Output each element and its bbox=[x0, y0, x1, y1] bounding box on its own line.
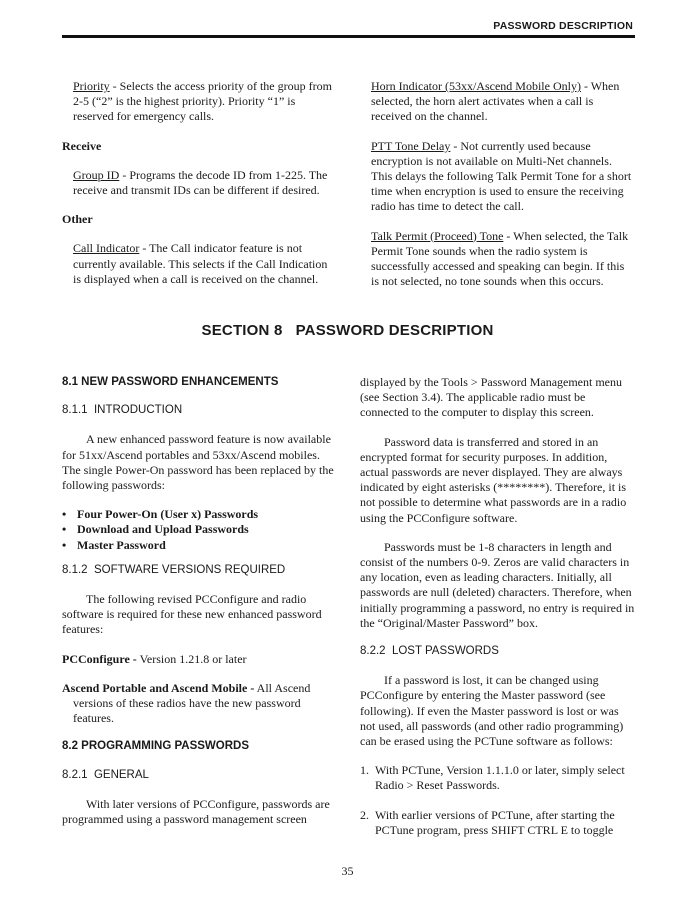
ascend-text: All Ascend versions of these radios have the new password features. bbox=[73, 680, 311, 726]
horn-term: Horn Indicator (53xx/Ascend Mobile Only) bbox=[371, 79, 581, 93]
step-item bbox=[360, 763, 635, 793]
heading-8-2-2: 8.2.2 LOST PASSWORDS bbox=[360, 645, 499, 658]
encrypted-paragraph: Password data is transferred and stored in an encrypted format for security purposes. In addition, actual passwords are never displayed. They are always indicated by eight asterisks (********). Therefore, it is not possible to determine what passwords are in a radio using the PCConfigure software. bbox=[360, 434, 627, 525]
heading-8-1-2: 8.1.2 SOFTWARE VERSIONS REQUIRED bbox=[62, 563, 286, 576]
pcconfigure-text: Version 1.21.8 or later bbox=[136, 651, 247, 666]
bullet-icon: • bbox=[62, 537, 67, 552]
talk-permit-paragraph bbox=[360, 229, 635, 290]
length-paragraph: Passwords must be 1-8 characters in length and consist of the numbers 0-9. Zeros are valid characters in any location, even as leading characters. Initially, all passwords are null (deleted) characters. Therefore, when initially programming a password, no entry is required in the “Original/Master Password” box. bbox=[360, 539, 635, 630]
priority-paragraph bbox=[62, 79, 335, 125]
priority-text: - Selects the access priority of the group from 2-5 (“2” is the highest priority). Priority “1” is reserved for emergency calls. bbox=[73, 79, 332, 124]
step-text: With PCTune, Version 1.1.1.0 or later, simply select Radio > Reset Passwords. bbox=[375, 763, 625, 793]
section-title: SECTION 8 PASSWORD DESCRIPTION bbox=[201, 322, 494, 339]
step-text: With earlier versions of PCTune, after starting the PCTune program, press SHIFT CTRL E to toggle bbox=[375, 807, 615, 837]
other-heading: Other bbox=[62, 212, 93, 227]
bullet-item bbox=[62, 507, 337, 522]
heading-8-2-1: 8.2.1 GENERAL bbox=[62, 768, 149, 781]
ptt-paragraph bbox=[360, 139, 635, 215]
bullet-icon: • bbox=[62, 507, 67, 522]
general-paragraph: With later versions of PCConfigure, passwords are programmed using a password management screen bbox=[62, 796, 330, 827]
horn-paragraph bbox=[360, 79, 635, 125]
heading-8-1: 8.1 NEW PASSWORD ENHANCEMENTS bbox=[62, 376, 279, 388]
bottom-left-column bbox=[62, 375, 337, 827]
bullet-text: Master Password bbox=[77, 537, 166, 552]
password-bullet-list bbox=[62, 507, 337, 553]
call-indicator-term: Call Indicator bbox=[73, 241, 140, 256]
ptt-text: - Not currently used because encryption is not available on Multi-Net channels. This delays the following Talk Permit Tone for a short time when encryption is used to ensure the receiving radio has time to detect the call. bbox=[371, 138, 632, 214]
pcconfigure-label: PCConfigure - bbox=[62, 651, 137, 666]
page-number: 35 bbox=[341, 864, 354, 878]
step-number: 2. bbox=[360, 807, 369, 822]
talk-permit-term: Talk Permit (Proceed) Tone bbox=[371, 228, 504, 243]
ascend-label: Ascend Portable and Ascend Mobile - bbox=[62, 680, 255, 695]
bullet-item bbox=[62, 538, 337, 553]
ascend-paragraph bbox=[62, 681, 337, 727]
call-indicator-paragraph bbox=[62, 241, 335, 287]
group-id-term: Group ID bbox=[73, 167, 120, 182]
call-indicator-text: - The Call indicator feature is not currently available. This selects if the Call Indication is displayed when a call is received on the channel. bbox=[73, 241, 328, 286]
reset-steps-list bbox=[360, 763, 635, 838]
heading-8-2: 8.2 PROGRAMMING PASSWORDS bbox=[62, 740, 249, 753]
running-header-title: PASSWORD DESCRIPTION bbox=[493, 20, 633, 32]
top-right-column bbox=[360, 79, 635, 289]
versions-paragraph: The following revised PCConfigure and radio software is required for these new enhanced password features: bbox=[62, 592, 322, 637]
bullet-text: Download and Upload Passwords bbox=[77, 522, 249, 537]
step-item bbox=[360, 808, 635, 838]
group-id-text: - Programs the decode ID from 1-225. The receive and transmit IDs can be different if desired. bbox=[73, 167, 328, 198]
intro-paragraph: A new enhanced password feature is now available for 51xx/Ascend portables and 53xx/Ascend mobiles. The single Power-On password has been replaced by the following passwords: bbox=[62, 432, 334, 493]
talk-permit-text: - When selected, the Talk Permit Tone sounds when the radio system is successfully accessed and speaking can begin. If this is not selected, no tone sounds when this occurs. bbox=[371, 228, 629, 289]
bottom-right-column bbox=[360, 375, 635, 838]
receive-heading: Receive bbox=[62, 138, 102, 153]
step-number: 1. bbox=[360, 763, 369, 778]
bullet-text: Four Power-On (User x) Passwords bbox=[77, 507, 259, 522]
horn-text: - When selected, the horn alert activates when a call is received on the channel. bbox=[371, 79, 620, 124]
group-id-paragraph bbox=[62, 168, 335, 198]
pcconfigure-paragraph bbox=[62, 652, 337, 667]
header-rule bbox=[62, 35, 635, 38]
top-left-column bbox=[62, 79, 335, 287]
ptt-term: PTT Tone Delay bbox=[371, 138, 451, 153]
continued-paragraph: displayed by the Tools > Password Management menu (see Section 3.4). The applicable radio must be connected to the computer to display this screen. bbox=[360, 375, 623, 420]
lost-paragraph: If a password is lost, it can be changed using PCConfigure by entering the Master password (see following). If even the Master password is lost or was not used, all passwords (and other radio programming) can be erased using the PCTune software as follows: bbox=[360, 673, 624, 749]
bullet-icon: • bbox=[62, 522, 67, 537]
bullet-item bbox=[62, 522, 337, 537]
heading-8-1-1: 8.1.1 INTRODUCTION bbox=[62, 404, 183, 417]
priority-term: Priority bbox=[73, 79, 110, 93]
